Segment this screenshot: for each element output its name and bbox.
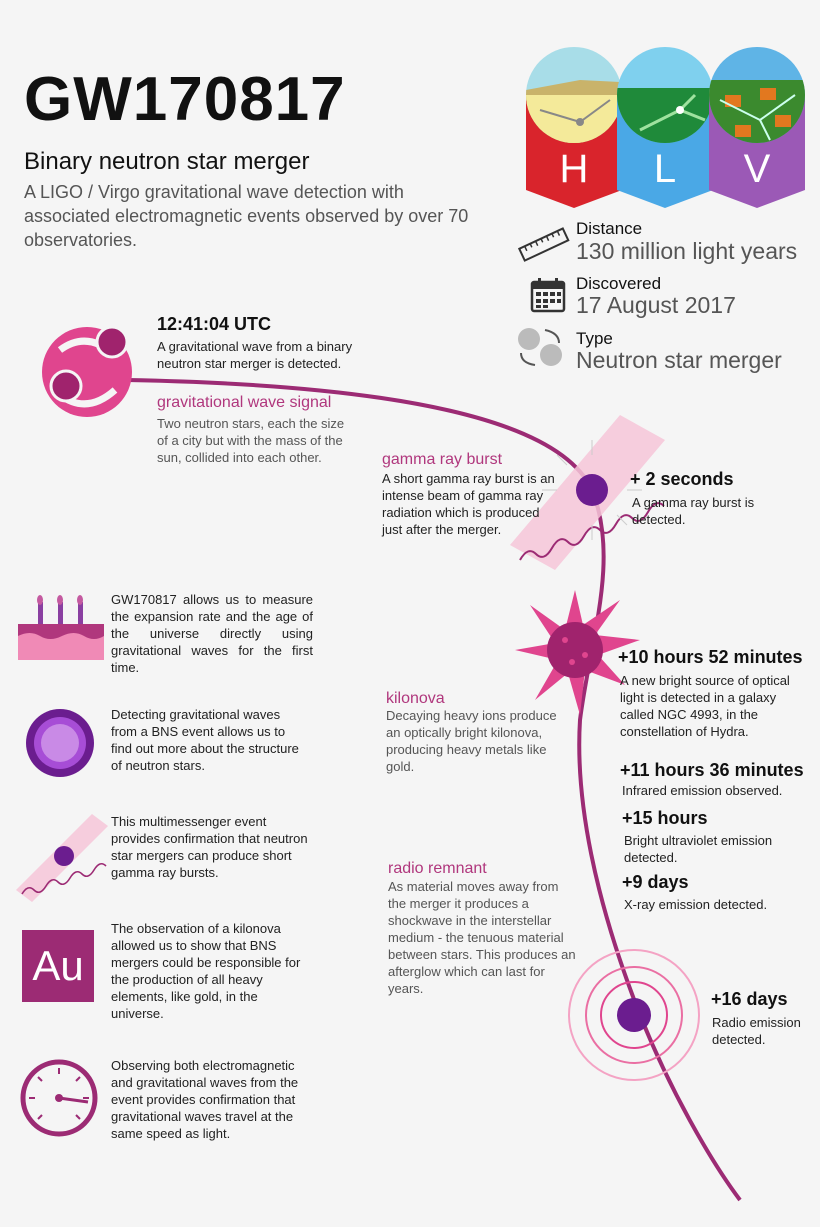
radio-desc: Radio emission detected. xyxy=(712,1015,801,1047)
fact-type-value: Neutron star merger xyxy=(576,347,782,373)
radio-remnant-marker xyxy=(569,950,699,1080)
page-title: GW170817 xyxy=(24,65,346,134)
fact-distance-label: Distance xyxy=(576,219,643,238)
grb-note: A short gamma ray burst is an intense beam of gamma ray radiation which is produced just after the merger. xyxy=(382,471,555,537)
birthday-cake-icon xyxy=(18,592,104,662)
detector-h: H xyxy=(559,147,589,191)
gw-title: gravitational wave signal xyxy=(157,394,332,411)
uv-desc: Bright ultraviolet emission detected. xyxy=(624,833,773,865)
detector-v: V xyxy=(743,147,771,191)
xray-desc: X-ray emission detected. xyxy=(624,897,768,912)
result-grb-text: This multimessenger event provides confirmation that neutron star mergers can produce short gamma ray bursts. xyxy=(111,814,308,880)
xray-time: +9 days xyxy=(622,872,689,892)
radio-time: +16 days xyxy=(711,989,788,1009)
gw-note: Two neutron stars, each the size of a city but with the mass of the sun, collided into each other. xyxy=(157,416,345,465)
gw-signal-icon xyxy=(42,327,132,417)
detector-l: L xyxy=(653,147,677,191)
result-speed-of-light-text: Observing both electromagnetic and gravitational waves from the event provides confirmation that gravitational waves travel at the same speed as light. xyxy=(111,1058,299,1141)
gw-time: 12:41:04 UTC xyxy=(157,314,272,334)
result-neutron-structure-text: Detecting gravitational waves from a BNS event allows us to find out more about the structure of neutron stars. xyxy=(111,707,299,773)
uv-time: +15 hours xyxy=(622,808,708,828)
gw-desc: A gravitational wave from a binary neutron star merger is detected. xyxy=(157,339,353,371)
gamma-ray-burst-icon xyxy=(14,812,110,904)
fact-discovered-value: 17 August 2017 xyxy=(576,292,736,318)
gold-element-icon: Au xyxy=(22,930,94,1002)
kilonova-note: Decaying heavy ions produce an optically bright kilonova, producing heavy metals like gold. xyxy=(386,708,557,774)
kilonova-title: kilonova xyxy=(386,690,445,707)
kilonova-time: +10 hours 52 minutes xyxy=(618,647,803,667)
result-kilonova-text: The observation of a kilonova allowed us to show that BNS mergers could be responsible for the production of all heavy elements, like gold, in the universe. xyxy=(111,921,301,1021)
radio-title: radio remnant xyxy=(388,860,487,877)
speedometer-icon xyxy=(18,1058,100,1138)
radio-note: As material moves away from the merger it produces a shockwave in the interstellar medium - the tenuous material between stars. This produces an afterglow which can last for years. xyxy=(388,879,576,996)
grb-title: gamma ray burst xyxy=(382,451,503,468)
result-expansion-text: GW170817 allows us to measure the expansion rate and the age of the universe directly using gravitational waves for the first time. xyxy=(111,592,313,675)
fact-distance-value: 130 million light years xyxy=(576,238,798,264)
ir-time: +11 hours 36 minutes xyxy=(620,760,804,780)
neutron-star-icon xyxy=(25,708,95,778)
fact-discovered-label: Discovered xyxy=(576,274,662,293)
kilonova-desc: A new bright source of optical light is detected in a galaxy called NGC 4993, in the constellation of Hydra. xyxy=(620,673,790,739)
grb-time: + 2 seconds xyxy=(630,469,734,489)
ir-desc: Infrared emission observed. xyxy=(622,783,783,798)
fact-type-label: Type xyxy=(576,329,613,348)
grb-desc: A gamma ray burst is detected. xyxy=(632,495,755,527)
description: A LIGO / Virgo gravitational wave detection with associated electromagnetic events observed by over 70 observatories. xyxy=(24,182,469,250)
subtitle: Binary neutron star merger xyxy=(24,148,310,175)
